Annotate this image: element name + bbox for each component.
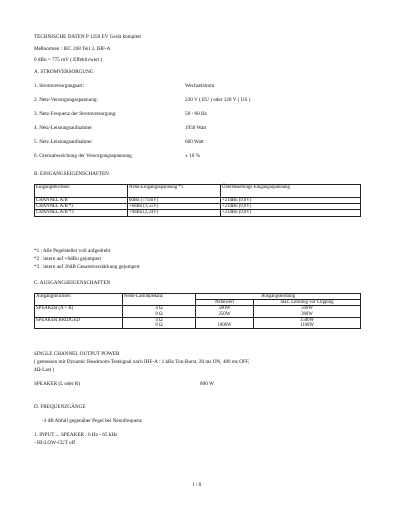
output-table-cell — [196, 306, 254, 317]
power-row-value: 50 - 60 Hz — [185, 111, 208, 117]
speaker-value: 800 W — [200, 381, 214, 387]
input-table-header: Eingangsbuchsen — [35, 185, 128, 198]
max-value: 560W — [301, 306, 313, 312]
input-table-cell: CHANNEL A/B *2 — [35, 204, 128, 210]
frequency-note: -3 dB Abfall gegenüber Pegel bei Nennfrequenz — [42, 418, 142, 424]
single-channel-title: SINGLE CHANNEL OUTPUT POWER — [34, 351, 120, 357]
impedance-value: 8 Ω — [155, 323, 163, 329]
input-note: *1 : Alle Pegelsteller voll aufgedreht — [34, 248, 111, 254]
page-number: 1 / 8 — [192, 482, 202, 488]
output-table-header: Nenn-Lastimpedanz — [123, 294, 196, 306]
doc-title: TECHNISCHE DATEN P 1250 EV Gerät komplett — [34, 34, 141, 40]
power-row-value: ± 10 % — [185, 153, 200, 159]
frequency-line: - HI-LOW-CUT off — [34, 440, 76, 446]
section-a-heading: A. STROMVERSORGUNG — [34, 69, 94, 75]
power-row-value: 600 Watt — [185, 139, 204, 145]
single-channel-desc: 4Ω-Last ) — [34, 367, 55, 373]
input-table-header: Übersteuerungs-Eingangsspannung — [221, 185, 361, 198]
max-value: 1500W — [299, 317, 315, 323]
power-row-label: 3. Netz-Frequenz der Stromversorgung: — [34, 111, 117, 117]
output-table-header: Nennwert — [196, 300, 254, 306]
input-table-cell: +21dBu (9,0V) — [221, 198, 361, 204]
power-row-label: 4. Netz-Leistungsaufnahme: — [34, 125, 93, 131]
input-note: *2 : intern auf +6dBu gejumpert — [34, 256, 102, 262]
output-table-cell — [123, 317, 196, 328]
frequency-line: 1. INPUT→ SPEAKER : 6 Hz - 65 kHz — [34, 432, 118, 438]
section-b-heading: B. EINGANGSEIGENSCHAFTEN — [34, 171, 109, 177]
output-table-cell — [254, 306, 361, 317]
input-table-cell: CHANNEL A/B — [35, 198, 128, 204]
power-row-label: 6. Grenzabweichung der Versorgungsspannung — [34, 153, 132, 159]
output-table-cell — [196, 317, 254, 328]
nominal-value: 500W — [218, 306, 231, 312]
max-value: 1100W — [300, 323, 314, 329]
dbu-reference: 0 dBu = 775 mV ( Effektivwert ) — [34, 57, 103, 63]
input-table — [34, 184, 361, 217]
output-table-header: Ausgangsbuchsen — [35, 294, 123, 306]
power-row-value: 230 V ( EU ) oder 120 V ( US ) — [185, 97, 251, 103]
input-note: *3 : intern auf 26dB Gesamtverstärkung gejumpert — [34, 264, 140, 270]
measure-standards: Meßnormen : IEC 268 Teil 3, IHF-A — [34, 46, 111, 52]
output-table-header: Ausgangsleistung — [196, 294, 361, 300]
nominal-value: 1000W — [217, 323, 232, 328]
input-table-header: Nenn-Eingangsspannung *1 — [128, 185, 221, 198]
power-row-label: 2. Netz-Versorgungsspannung: — [34, 97, 98, 103]
input-table-cell: +21dBu (9,0V) — [221, 210, 361, 216]
single-channel-desc: ( gemessen mit Dynamic Headroom-Testsignal nach IHF-A : 1 kHz Ton-Burst, 20 ms ON, 480 ms OFF, — [34, 359, 250, 365]
input-table-cell: +6dBu (1,55V) — [128, 204, 221, 210]
nominal-value: 250W — [218, 311, 231, 317]
speaker-label: SPEAKER (L oder R) — [34, 381, 81, 387]
output-table-cell: SPEAKER BRIDGED — [35, 317, 123, 328]
impedance-value: 8 Ω — [155, 311, 163, 317]
output-table-cell: SPEAKER (A + B) — [35, 306, 123, 317]
output-table-cell — [254, 317, 361, 328]
max-value: 380W — [301, 311, 313, 317]
table-row — [35, 306, 361, 317]
power-row-value: 1950 Watt — [185, 125, 207, 131]
power-row-value: Wechselstrom — [185, 83, 215, 89]
input-table-cell: CHANNEL A/B *3 — [35, 210, 128, 216]
table-row — [35, 317, 361, 328]
impedance-value: 4 Ω — [155, 306, 163, 312]
table-row — [35, 210, 361, 216]
input-table-cell: +9dBu (2,24V) — [128, 210, 221, 216]
power-row-label: 5. Netz-Leistungsaufnahme: — [34, 139, 93, 145]
impedance-value: 4 Ω — [155, 317, 163, 323]
section-c-heading: C. AUSGANGSEIGENSCHAFTEN — [34, 280, 111, 286]
output-table — [34, 293, 361, 329]
section-d-heading: D. FREQUENZGÄNGE — [34, 404, 86, 410]
output-table-header: max. Leistung vor Clipping — [254, 300, 361, 306]
power-row-label: 1. Stromversorgungsart: — [34, 83, 85, 89]
input-table-cell: 0dBu (775mV) — [128, 198, 221, 204]
output-table-cell — [123, 306, 196, 317]
input-table-cell: +21dBu (9,0V) — [221, 204, 361, 210]
